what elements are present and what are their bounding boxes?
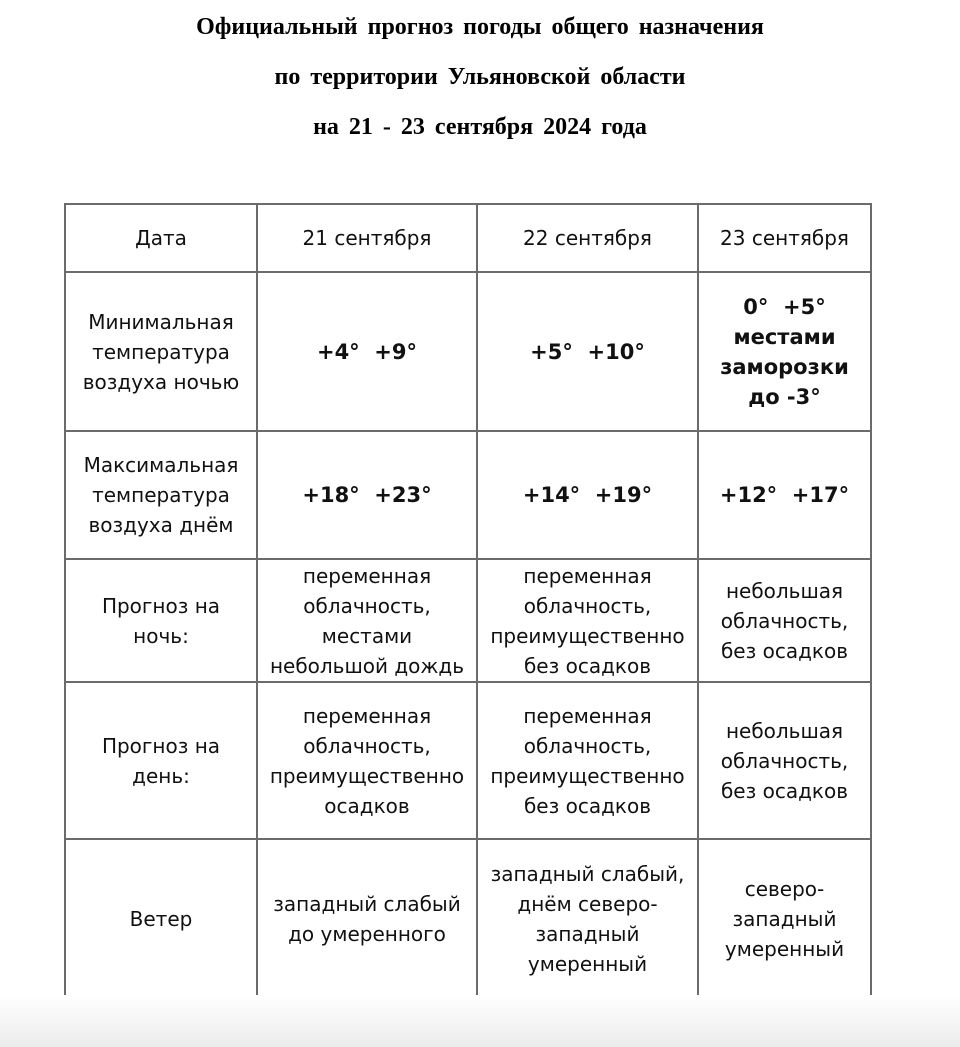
table-row-max-temp	[65, 431, 871, 559]
table-row-day-forecast	[65, 682, 871, 839]
min-temp-day-3	[698, 272, 871, 431]
cell-line: преимущественно	[490, 623, 685, 648]
row-label	[65, 559, 257, 682]
cell-line: +14° +19°	[522, 483, 653, 507]
cell-line: заморозки	[720, 354, 849, 379]
label-line: температура	[92, 483, 230, 507]
cell-line: западный слабый	[273, 891, 461, 916]
cell-line: +18° +23°	[302, 483, 432, 507]
table-row-wind	[65, 839, 871, 998]
cell-line: переменная	[302, 563, 432, 588]
cell-line: облачность,	[303, 733, 431, 758]
cell-line: +12° +17°	[719, 483, 850, 507]
day-forecast-day-3	[698, 682, 871, 839]
cell-line: днём северо-	[517, 891, 658, 916]
max-temp-day-1	[257, 431, 477, 559]
cell-line: +4° +9°	[316, 339, 418, 364]
label-line: ночь:	[133, 623, 189, 648]
cell-line: северо-	[744, 876, 825, 901]
cell-line: без осадков	[523, 653, 652, 678]
cell-line: западный слабый,	[490, 861, 685, 886]
cell-line: облачность,	[523, 593, 652, 618]
table-row-night-forecast	[65, 559, 871, 682]
cell-line: западный	[535, 921, 640, 946]
cell-line: облачность,	[303, 593, 431, 618]
label-line: Максимальная	[83, 453, 239, 477]
cell-line: облачность,	[523, 733, 652, 758]
cell-line: переменная	[523, 703, 652, 728]
cell-line: без осадков	[720, 638, 849, 663]
label-line: воздуха ночью	[82, 369, 240, 394]
label-line: Ветер	[129, 906, 193, 931]
cell-line: +5° +10°	[530, 339, 645, 364]
document-title-line-3: на 21 - 23 сентября 2024 года	[313, 114, 647, 140]
cell-line: переменная	[523, 563, 652, 588]
document-title-line-1: Официальный прогноз погоды общего назначения	[196, 14, 764, 40]
cell-line: без осадков	[720, 778, 849, 803]
row-label	[65, 839, 257, 998]
cell-line: западный	[732, 906, 837, 931]
table-header-row	[65, 204, 871, 272]
cell-line: небольшая	[725, 718, 844, 743]
cell-line: местами	[733, 324, 836, 349]
cell-line: до умеренного	[288, 921, 446, 946]
header-cell-day-2: 22 сентября	[477, 204, 698, 272]
day-forecast-day-2	[477, 682, 698, 839]
wind-day-1	[257, 839, 477, 998]
min-temp-day-2	[477, 272, 698, 431]
label-line: воздуха днём	[88, 513, 234, 537]
day-forecast-day-1	[257, 682, 477, 839]
row-label	[65, 682, 257, 839]
cell-line: переменная	[302, 703, 432, 728]
cell-line: небольшой дождь	[269, 653, 465, 678]
night-forecast-day-2	[477, 559, 698, 682]
label-line: Прогноз на	[101, 733, 221, 758]
cell-line: осадков	[324, 793, 410, 818]
cell-line: преимущественно	[269, 763, 465, 788]
wind-day-3	[698, 839, 871, 998]
table-row-min-temp	[65, 272, 871, 431]
min-temp-day-1	[257, 272, 477, 431]
page-bottom-shadow	[0, 995, 960, 1047]
wind-day-2	[477, 839, 698, 998]
cell-line: местами	[321, 623, 413, 648]
max-temp-day-3	[698, 431, 871, 559]
row-label	[65, 431, 257, 559]
cell-line: небольшая	[725, 578, 844, 603]
max-temp-day-2	[477, 431, 698, 559]
header-cell-date: Дата	[65, 204, 257, 272]
cell-line: преимущественно	[490, 763, 685, 788]
header-cell-day-3: 23 сентября	[698, 204, 871, 272]
label-line: день:	[132, 763, 190, 788]
label-line: Прогноз на	[101, 593, 221, 618]
night-forecast-day-3	[698, 559, 871, 682]
cell-line: облачность,	[720, 608, 849, 633]
night-forecast-day-1	[257, 559, 477, 682]
label-line: температура	[92, 339, 230, 364]
forecast-table	[64, 203, 872, 999]
cell-line: умеренный	[527, 951, 648, 976]
row-label	[65, 272, 257, 431]
cell-line: умеренный	[724, 936, 845, 961]
cell-line: 0° +5°	[743, 294, 826, 319]
label-line: Минимальная	[88, 309, 234, 334]
document-title-line-2: по территории Ульяновской области	[274, 64, 686, 90]
cell-line: облачность,	[720, 748, 849, 773]
cell-line: без осадков	[523, 793, 652, 818]
cell-line: до -3°	[748, 384, 821, 409]
header-cell-day-1: 21 сентября	[257, 204, 477, 272]
